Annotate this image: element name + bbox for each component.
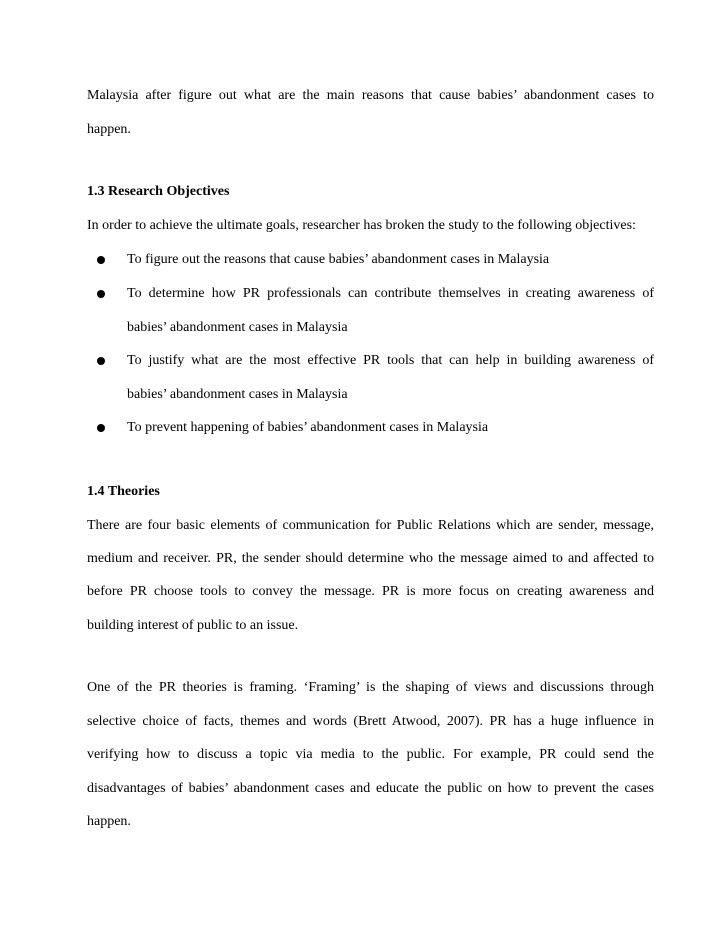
- bullet-icon: [97, 357, 105, 365]
- framing-paragraph-line: One of the PR theories is framing. ‘Framing’ is the shaping of views and discussions through: [87, 680, 654, 695]
- section-heading-research-objectives: 1.3 Research Objectives: [87, 184, 230, 199]
- bullet-icon: [97, 256, 105, 264]
- objective-item-line: To justify what are the most effective PR tools that can help in building awareness of: [127, 353, 654, 368]
- theories-paragraph-line: There are four basic elements of communication for Public Relations which are sender, message,: [87, 518, 654, 533]
- section-heading-theories: 1.4 Theories: [87, 484, 160, 499]
- bullet-icon: [97, 290, 105, 298]
- theories-paragraph-line: medium and receiver. PR, the sender should determine who the message aimed to and affected to: [87, 551, 654, 566]
- bullet-icon: [97, 424, 105, 432]
- framing-paragraph-line: disadvantages of babies’ abandonment cases and educate the public on how to prevent the cases: [87, 781, 654, 796]
- theories-paragraph-line: before PR choose tools to convey the message. PR is more focus on creating awareness and: [87, 584, 654, 599]
- framing-paragraph-line: verifying how to discuss a topic via media to the public. For example, PR could send the: [87, 747, 654, 762]
- theories-paragraph-line: building interest of public to an issue.: [87, 618, 299, 633]
- intro-paragraph-line: happen.: [87, 122, 131, 137]
- objective-item-line: To figure out the reasons that cause babies’ abandonment cases in Malaysia: [127, 252, 550, 267]
- objective-item-line: babies’ abandonment cases in Malaysia: [127, 320, 348, 335]
- objective-item-line: To prevent happening of babies’ abandonment cases in Malaysia: [127, 420, 489, 435]
- objective-item-line: babies’ abandonment cases in Malaysia: [127, 387, 348, 402]
- framing-paragraph-line: happen.: [87, 814, 131, 829]
- framing-paragraph-line: selective choice of facts, themes and words (Brett Atwood, 2007). PR has a huge influence in: [87, 714, 654, 729]
- intro-paragraph-line: Malaysia after figure out what are the main reasons that cause babies’ abandonment cases to: [87, 88, 654, 103]
- objective-item-line: To determine how PR professionals can contribute themselves in creating awareness of: [127, 286, 654, 301]
- objectives-lead-text: In order to achieve the ultimate goals, researcher has broken the study to the following objectives:: [87, 218, 636, 233]
